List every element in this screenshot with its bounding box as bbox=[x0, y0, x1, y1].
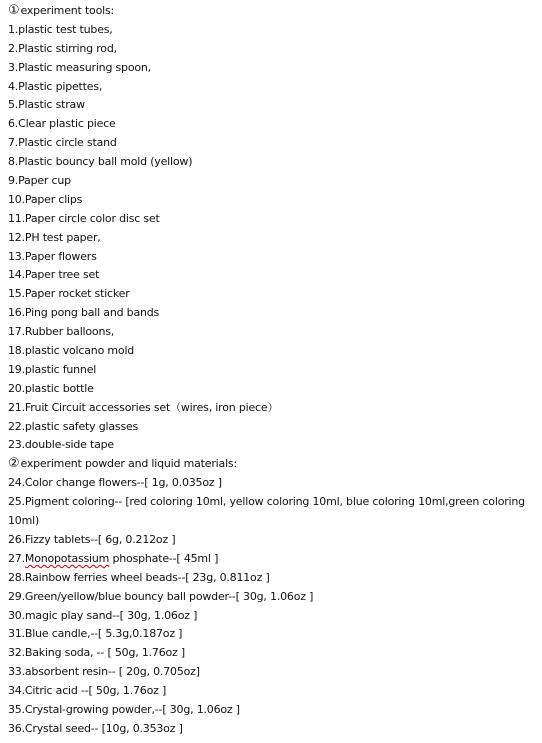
list-item: 18.plastic volcano mold bbox=[8, 344, 135, 358]
list-item: 32.Baking soda, -- [ 50g, 1.76oz ] bbox=[8, 646, 186, 660]
list-item: 14.Paper tree set bbox=[8, 268, 100, 282]
list-item: 4.Plastic pipettes, bbox=[8, 79, 103, 93]
list-item: 34.Citric acid --[ 50g, 1.76oz ] bbox=[8, 684, 167, 698]
list-item: 13.Paper flowers bbox=[8, 249, 97, 263]
list-item: 21.Fruit Circuit accessories set（wires, iron piece） bbox=[8, 400, 279, 414]
list-item: 11.Paper circle color disc set bbox=[8, 211, 160, 225]
list-item: 36.Crystal seed-- [10g, 0.353oz ] bbox=[8, 721, 183, 735]
list-item: 19.plastic funnel bbox=[8, 362, 97, 376]
section-heading-materials bbox=[8, 455, 536, 474]
list-item: 7.Plastic circle stand bbox=[8, 136, 117, 150]
list-item: 20.plastic bottle bbox=[8, 381, 94, 395]
list-item: 1.plastic test tubes, bbox=[8, 22, 113, 36]
list-item: 26.Fizzy tablets--[ 6g, 0.212oz ] bbox=[8, 532, 176, 546]
list-item: 30.magic play sand--[ 30g, 1.06oz ] bbox=[8, 608, 198, 622]
spellcheck-underlined-word: Monopotassium bbox=[24, 551, 110, 565]
list-item: 9.Paper cup bbox=[8, 174, 71, 188]
list-item: 23.double-side tape bbox=[8, 438, 114, 452]
list-item: 31.Blue candle,--[ 5.3g,0.187oz ] bbox=[8, 627, 183, 641]
list-item bbox=[8, 550, 536, 569]
list-item: 24.Color change flowers--[ 1g, 0.035oz ] bbox=[8, 476, 222, 490]
item-text: phosphate--[ 45ml ] bbox=[109, 551, 219, 565]
heading-text: experiment tools: bbox=[20, 4, 115, 17]
list-item: 29.Green/yellow/blue bouncy ball powder--[ 30g, 1.06oz ] bbox=[8, 589, 314, 603]
list-item: 22.plastic safety glasses bbox=[8, 419, 139, 433]
list-item: 15.Paper rocket sticker bbox=[8, 287, 130, 301]
list-item: 35.Crystal-growing powder,--[ 30g, 1.06oz ] bbox=[8, 702, 240, 716]
list-item: 25.Pigment coloring-- [red coloring 10ml, yellow coloring 10ml, blue coloring 10ml,green coloring 10ml) bbox=[8, 495, 525, 528]
list-item: 6.Clear plastic piece bbox=[8, 117, 116, 131]
document-body bbox=[8, 2, 536, 739]
list-item: 16.Ping pong ball and bands bbox=[8, 306, 160, 320]
list-item: 3.Plastic measuring spoon, bbox=[8, 60, 151, 74]
circled-number-1: ① bbox=[8, 3, 20, 18]
list-item: 5.Plastic straw bbox=[8, 98, 85, 112]
list-item: 8.Plastic bouncy ball mold (yellow) bbox=[8, 155, 193, 169]
list-item: 17.Rubber balloons, bbox=[8, 325, 115, 339]
item-number: 27. bbox=[8, 551, 25, 565]
list-item: 33.absorbent resin-- [ 20g, 0.705oz] bbox=[8, 665, 200, 679]
list-item: 12.PH test paper, bbox=[8, 230, 101, 244]
section-heading-tools bbox=[8, 2, 536, 21]
circled-number-2: ② bbox=[8, 456, 20, 472]
list-item: 2.Plastic stirring rod, bbox=[8, 41, 117, 55]
list-item: 10.Paper clips bbox=[8, 192, 83, 206]
list-item: 28.Rainbow ferries wheel beads--[ 23g, 0.811oz ] bbox=[8, 570, 270, 584]
heading-text: experiment powder and liquid materials: bbox=[20, 457, 237, 471]
